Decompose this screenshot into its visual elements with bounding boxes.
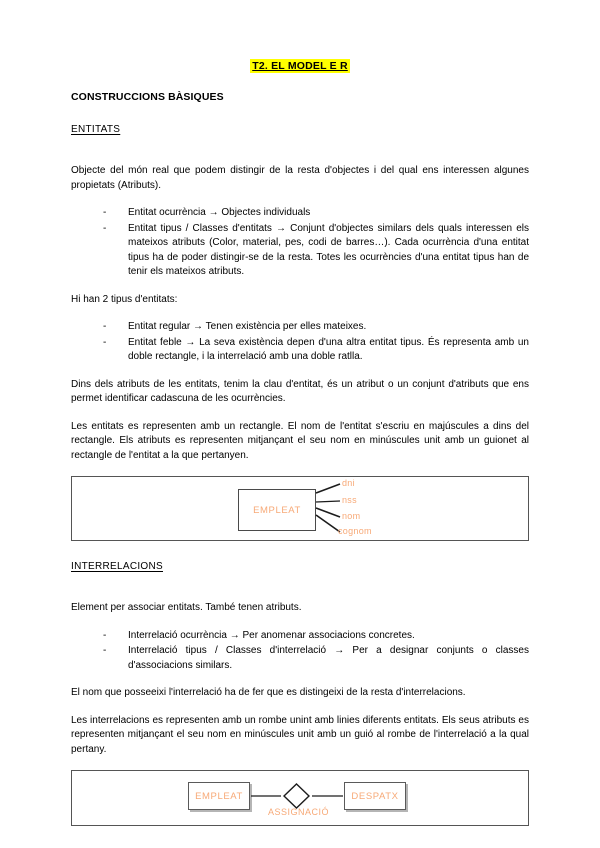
relationship-diagram: [71, 770, 529, 826]
relationship-label-assignacio: ASSIGNACIÓ: [268, 807, 330, 818]
entitats-paragraph-clau: Dins dels atributs de les entitats, tenim la clau d'entitat, és un atribut o un conjunt d'atributs que ens permet identificar cadascuna de les ocurrències.: [71, 378, 529, 405]
page-title-text: T2. EL MODEL E R: [252, 60, 348, 72]
list-item: - Interrelació ocurrència → Per anomenar associacions concretes.: [103, 629, 529, 644]
entitats-paragraph-representacio: Les entitats es representen amb un rectangle. El nom de l'entitat s'escriu en majúscules a dins del rectangle. Els atributs es representen mitjançant el seu nom en minúscules unit amb un guionet al rectangle de l'entitat a la que pertanyen.: [71, 420, 529, 461]
entitats-types-list: [71, 320, 529, 365]
interrelacions-paragraph-nom: El nom que posseeixi l'interrelació ha de fer que es distingeixi de la resta d'interrelacions.: [71, 687, 466, 699]
attribute-connector-lines: [72, 477, 530, 542]
attribute-label-cognom: cognom: [338, 526, 372, 537]
subheading-interrelacions: INTERRELACIONS: [71, 561, 163, 573]
document-content: [71, 60, 529, 839]
attribute-label-dni: dni: [342, 478, 355, 489]
interrelacions-intro-paragraph: Element per associar entitats. També tenen atributs.: [71, 602, 302, 614]
attribute-label-nom: nom: [342, 511, 361, 522]
relationship-connector-lines: [72, 771, 530, 827]
attribute-label-nss: nss: [342, 495, 357, 506]
entity-box-empleat: EMPLEAT: [238, 489, 316, 531]
entity-box-empleat-rel: EMPLEAT: [188, 782, 250, 810]
page-title: [71, 60, 529, 74]
list-item: - Entitat feble → La seva existència depen d'una altra entitat tipus. És representa amb un doble rectangle, i la interrelació amb una doble ratlla.: [103, 336, 529, 365]
entitats-intro-paragraph: Objecte del món real que podem distingir de la resta d'objectes i del qual ens interessen algunes propietats (Atributs).: [71, 165, 529, 191]
interrelacions-paragraph-representacio: Les interrelacions es representen amb un rombe unint amb linies diferents entitats. Els seus atributs es representen mitjançant el seu nom en minúscules unit amb un guió al rombe de l'interrelació a la qual pertany.: [71, 714, 529, 755]
list-item: - Entitat regular → Tenen existència per elles mateixes.: [103, 320, 529, 335]
section-heading-construccions: CONSTRUCCIONS BÀSIQUES: [71, 90, 224, 103]
subheading-entitats: ENTITATS: [71, 124, 121, 136]
subheading-entitats-wrap: [71, 119, 529, 150]
list-item: - Entitat ocurrència → Objectes individuals: [103, 206, 529, 221]
list-item: - Interrelació tipus / Classes d'interrelació → Per a designar conjunts o classes d'associacions similars.: [103, 644, 529, 673]
entity-diagram: [71, 476, 529, 541]
entitats-bullet-list: [71, 206, 529, 280]
list-item: - Entitat tipus / Classes d'entitats → Conjunt d'objectes similars dels quals interessen els mateixos atributs (Color, material, pes, codi de barres…). Cada ocurrència d'una entitat tipus ha de poder distingir-se de la resta. Totes les ocurrències d'una entitat tipus han de tenir els mateixos atributs.: [103, 222, 529, 280]
subheading-interrelacions-wrap: [71, 556, 529, 587]
entitats-types-intro: Hi han 2 tipus d'entitats:: [71, 293, 178, 305]
interrelacions-bullet-list: [71, 629, 529, 674]
entity-box-despatx: DESPATX: [344, 782, 406, 810]
